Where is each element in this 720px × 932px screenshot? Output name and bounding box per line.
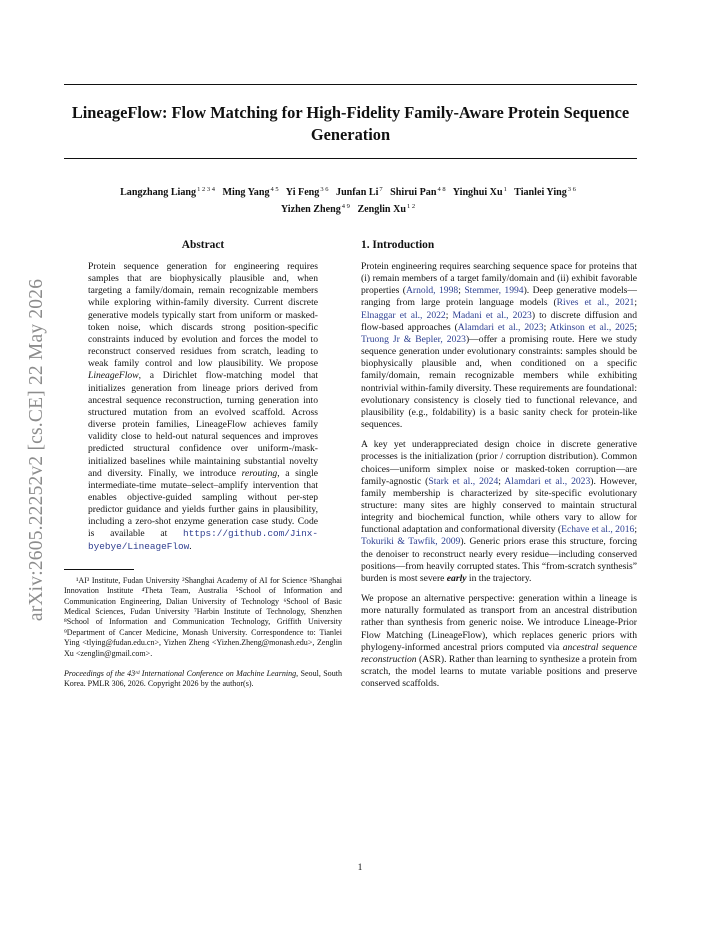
citation-link[interactable]: Alamdari et al., 2023 (457, 321, 544, 333)
author: Yi Feng$^{3 6}$ (285, 186, 329, 198)
citation-link[interactable]: Madani et al., 2023 (452, 309, 532, 321)
footnote-separator (64, 569, 134, 570)
abstract-heading: Abstract (181, 239, 225, 251)
abstract-text: Protein sequence generation for engineering requires samples that are biophysically plausible and, when targeting a family/domain, remain recognizable members while exploring within-family diversity. Current discrete generative models typically start from uniform or masked-token noise, which discards strong position-specific constraints induced by evolution and forces the model to reconstruct conserved residues from scratch, leading to weak family control and low plausibility. We propose LineageFlow, a Dirichlet flow-matching model that initializes generation from lineage priors derived from ancestral sequence reconstruction, turning generation into structured mutation from an evolved scaffold. Across diverse protein families, LineageFlow achieves family validity close to held-out natural sequences and improves predicted structural confidence over uniform-/mask-initialized baselines while maintaining substantial novelty and diversity. Finally, we introduce rerouting, a single intermediate-time mutate–select–amplify intervention that enables objective-guided sampling without per-step predictor guidance and yields further gains in plausibility, including a zero-shot enzyme generation case study. Code is available at https://github.com/Jinx-byebye/LineageFlow. (88, 261, 318, 552)
intro-paragraph-1: Protein engineering requires searching sequence space for proteins that (i) remain members of a target family/domain and (ii) exhibit favorable properties (Arnold, 1998; Stemmer, 1994). Deep generative models—ranging from large protein language models (Rives et al., 2021; Elnaggar et al., 2022; Madani et al., 2023) to discrete diffusion and flow-based approaches (Alamdari et al., 2023; Atkinson et al., 2025; Truong Jr & Bepler, 2023)—offer a promising route. Here we study sequence generation under evolutionary constraints: samples should be biophysically plausible and, when conditioned on a specific family/domain, remain recognizable members while exhibiting nontrivial within-family diversity. These requirements are foundational: evolutionary consistency is closely tied to functional relevance, and plausibility (e.g., foldability) is a basic sanity check for protein-like sequences. (361, 261, 637, 431)
code-link[interactable]: https://github.com/Jinx-byebye/LineageFlow (88, 528, 318, 552)
citation-link[interactable]: Atkinson et al., 2025 (549, 321, 635, 333)
citation-link[interactable]: Rives et al., 2021 (556, 297, 635, 309)
author: Langzhang Liang$^{1 2 3 4}$ (120, 186, 215, 198)
citation-link[interactable]: Alamdari et al., 2023 (504, 475, 591, 487)
citation-link[interactable]: Stark et al., 2024 (428, 475, 499, 487)
author: Junfan Li$^7$ (336, 186, 383, 198)
author: Tianlei Ying$^{3 6}$ (514, 186, 576, 198)
left-column (64, 238, 342, 690)
proceedings-note: Proceedings of the 43ʳᵈ International Conference on Machine Learning, Seoul, South Korea. PMLR 306, 2026. Copyright 2026 by the author(s). (64, 669, 342, 689)
author-list (64, 183, 637, 217)
intro-paragraph-2: A key yet underappreciated design choice in discrete generative processes is the initialization (prior / corruption distribution). Common choices—uniform simplex noise or masked-token corruption—are family-agnostic (Stark et al., 2024; Alamdari et al., 2023). However, family membership is characterized by site-specific evolutionary structure: many sites are highly conserved to maintain structural integrity and biochemical function, while others vary to allow for functional adaptation and conformational diversity (Echave et al., 2016; Tokuriki & Tawfik, 2009). Generic priors erase this structure, forcing the denoiser to reconstruct nearly every residue—including conserved positions—from heavily corrupted states. This “from-scratch synthesis” burden is most severe early in the trajectory. (361, 439, 638, 584)
affiliation-footnote: ¹AI³ Institute, Fudan University ²Shanghai Academy of AI for Science ³Shanghai Innovation Institute ⁴Theta Team, Australia ⁵School of Information and Communication Engineering, Dalian University of Technology ⁶School of Basic Medical Sciences, Fudan University ⁷Harbin Institute of Technology, Shenzhen ⁸School of Information and Communication Technology, Griffith University ⁹Department of Cancer Medicine, Monash University. Correspondence to: Tianlei Ying <tlying@fudan.edu.cn>, Yizhen Zheng <Yizhen.Zheng@monash.edu>, Zenglin Xu <zenglin@gmail.com>. (64, 575, 342, 658)
citation-link[interactable]: Elnaggar et al., 2022 (361, 309, 446, 321)
right-column (361, 238, 637, 698)
author: Yinghui Xu$^1$ (452, 186, 507, 198)
introduction-heading: 1. Introduction (361, 239, 435, 251)
citation-link[interactable]: Truong Jr & Bepler, 2023 (361, 333, 466, 345)
citation-link[interactable]: Tokuriki & Tawfik, 2009 (361, 536, 461, 548)
citation-link[interactable]: Echave et al., 2016 (561, 524, 635, 536)
author: Ming Yang$^{4 5}$ (222, 186, 279, 198)
arxiv-stamp: arXiv:2605.22252v2 [cs.CE] 22 May 2026 (26, 278, 47, 622)
author: Zenglin $Xu^{1 2}$ (357, 203, 416, 215)
author: Yizhen Zheng$^{4 9}$ (280, 203, 350, 215)
citation-link[interactable]: Arnold, 1998 (406, 285, 459, 297)
citation-link[interactable]: Stemmer, 1994 (464, 285, 524, 297)
title-rule-bottom (64, 158, 637, 159)
author: Shirui Pan$^{4 8}$ (390, 186, 446, 198)
title-rule-top (64, 84, 637, 85)
page-number: 1 (357, 862, 363, 873)
paper-title: LineageFlow: Flow Matching for High-Fidelity Family-Aware Protein Sequence Generation (71, 103, 630, 144)
intro-paragraph-3: We propose an alternative perspective: generation within a lineage is more naturally formulated as transport from an ancestral distribution rather than synthesis from generic noise. We introduce Lineage-Prior Flow Matching (LineageFlow), which replaces generic priors with phylogeny-informed ancestral priors computed via ancestral sequence reconstruction (ASR). Rather than learning to synthesize a protein from scratch, the model learns to mutate variable positions and preserve conserved scaffolds. (361, 593, 637, 690)
